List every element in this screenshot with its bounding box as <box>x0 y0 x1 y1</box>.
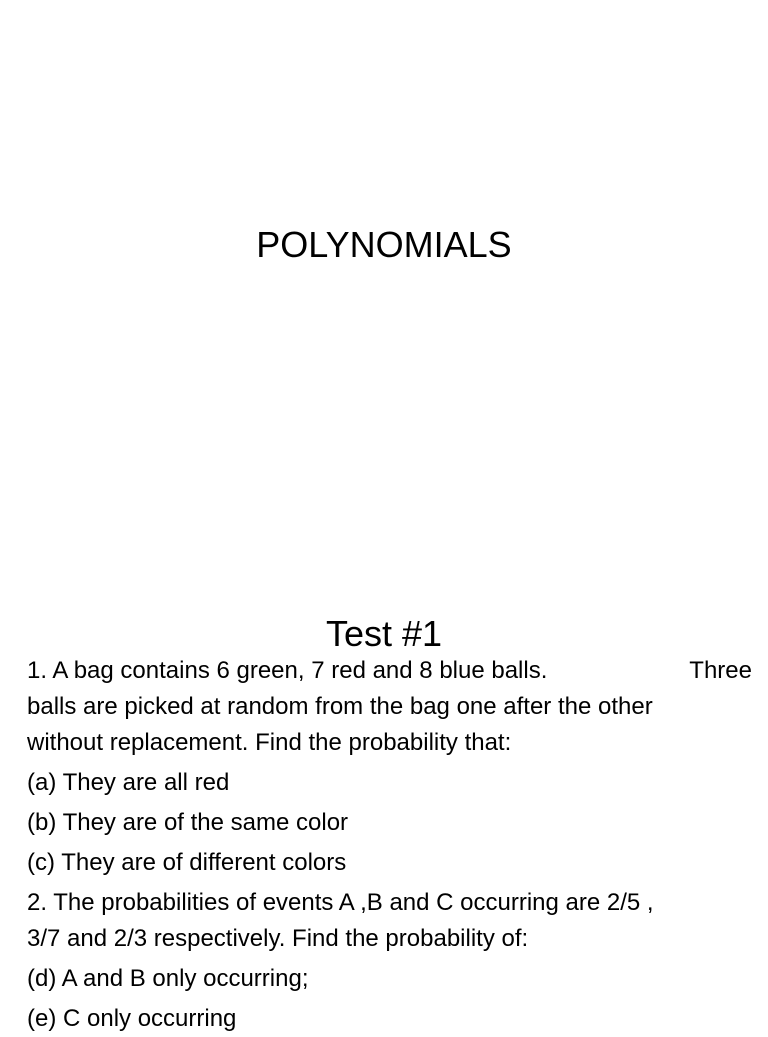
question-2-option-d: (d) A and B only occurring; <box>27 965 309 992</box>
question-1-line-2: balls are picked at random from the bag one after the other <box>27 693 653 720</box>
test-heading: Test #1 <box>325 613 443 654</box>
question-content <box>27 653 752 1037</box>
question-1-option-a: (a) They are all red <box>27 769 230 796</box>
question-1-text <box>27 653 752 761</box>
question-1-line-1-right: Three <box>689 657 752 684</box>
question-1-option-b: (b) They are of the same color <box>27 809 349 836</box>
question-2-line-1: 2. The probabilities of events A ,B and C occurring are 2/5 , <box>27 889 654 916</box>
slide-title: POLYNOMIALS <box>256 224 512 265</box>
question-1-line-1-left: 1. A bag contains 6 green, 7 red and 8 blue balls. <box>27 657 548 684</box>
question-1-line-3: without replacement. Find the probability that: <box>27 729 512 756</box>
question-1-option-c: (c) They are of different colors <box>27 849 347 876</box>
question-1-line-1 <box>27 653 752 689</box>
question-2-option-e: (e) C only occurring <box>27 1005 237 1032</box>
question-2-line-2: 3/7 and 2/3 respectively. Find the probability of: <box>27 925 529 952</box>
question-2-text <box>27 885 752 957</box>
